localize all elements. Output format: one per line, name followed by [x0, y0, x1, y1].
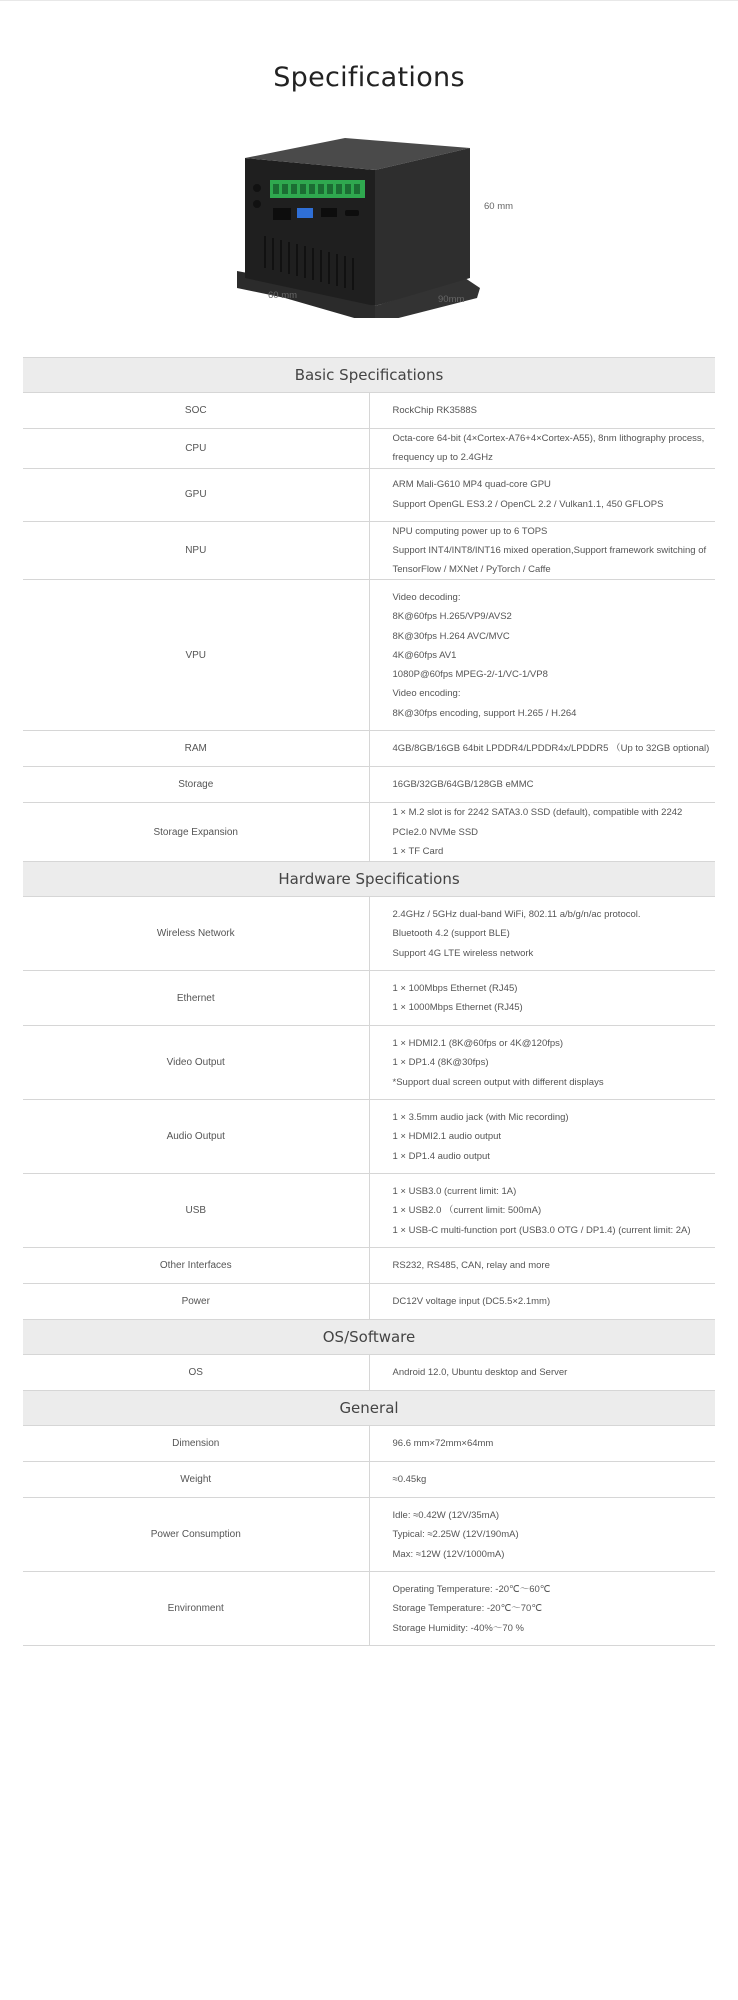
spec-value-line: 8K@30fps H.264 AVC/MVC	[392, 630, 510, 642]
spec-value	[369, 1572, 715, 1646]
spec-row	[23, 1498, 715, 1572]
spec-value	[369, 1248, 715, 1284]
spec-label: Storage	[23, 767, 369, 803]
spec-value-line: Support OpenGL ES3.2 / OpenCL 2.2 / Vulkan1.1, 450 GFLOPS	[392, 498, 664, 510]
spec-value-line: 1 × USB-C multi-function port (USB3.0 OTG / DP1.4) (current limit: 2A)	[392, 1224, 691, 1236]
spec-row	[23, 1284, 715, 1320]
spec-value-line: 1 × HDMI2.1 audio output	[392, 1131, 502, 1143]
spec-row	[23, 731, 715, 767]
spec-value-line: *Support dual screen output with different displays	[392, 1076, 604, 1088]
spec-row	[23, 971, 715, 1026]
spec-value-line: 1 × TF Card	[392, 846, 444, 858]
spec-value-line: Max: ≈12W (12V/1000mA)	[392, 1548, 505, 1560]
spec-value-line: 1 × 1000Mbps Ethernet (RJ45)	[392, 1002, 523, 1014]
spec-value-line: Bluetooth 4.2 (support BLE)	[392, 928, 510, 940]
spec-row	[23, 1572, 715, 1646]
spec-row	[23, 1174, 715, 1248]
height-label: 60 mm	[484, 201, 514, 212]
spec-row	[23, 1026, 715, 1100]
spec-value-line: DC12V voltage input (DC5.5×2.1mm)	[392, 1296, 551, 1308]
spec-label: Environment	[23, 1572, 369, 1646]
spec-value	[369, 897, 715, 971]
spec-row	[23, 767, 715, 803]
spec-label: Video Output	[23, 1026, 369, 1100]
spec-row	[23, 803, 715, 862]
spec-value-line: RS232, RS485, CAN, relay and more	[392, 1260, 550, 1272]
spec-value	[369, 1284, 715, 1320]
spec-row	[23, 1355, 715, 1391]
spec-label: USB	[23, 1174, 369, 1248]
section-heading: General	[23, 1391, 715, 1426]
spec-row	[23, 468, 715, 521]
spec-label: Power Consumption	[23, 1498, 369, 1572]
spec-value-line: 1 × 100Mbps Ethernet (RJ45)	[392, 983, 518, 995]
spec-row	[23, 429, 715, 469]
spec-label: NPU	[23, 521, 369, 580]
spec-value-line: Support 4G LTE wireless network	[392, 947, 534, 959]
spec-value-line: Idle: ≈0.42W (12V/35mA)	[392, 1509, 500, 1521]
spec-value-line: ARM Mali-G610 MP4 quad-core GPU	[392, 479, 551, 491]
spec-label: CPU	[23, 429, 369, 469]
spec-value	[369, 468, 715, 521]
spec-label: VPU	[23, 580, 369, 731]
spec-value-line: ≈0.45kg	[392, 1474, 427, 1486]
spec-value	[369, 393, 715, 429]
spec-value-line: 8K@30fps encoding, support H.265 / H.264	[392, 707, 577, 719]
spec-label: Weight	[23, 1462, 369, 1498]
spec-value	[369, 1100, 715, 1174]
spec-value-line: 1080P@60fps MPEG-2/-1/VC-1/VP8	[392, 669, 548, 681]
spec-value-line: Android 12.0, Ubuntu desktop and Server	[392, 1367, 568, 1379]
spec-label: GPU	[23, 468, 369, 521]
spec-value	[369, 1026, 715, 1100]
width-label: 60 mm	[268, 290, 298, 301]
spec-value	[369, 1498, 715, 1572]
spec-value	[369, 767, 715, 803]
spec-label: RAM	[23, 731, 369, 767]
spec-row	[23, 1100, 715, 1174]
spec-value-line: 1 × USB2.0 （current limit: 500mA)	[392, 1205, 542, 1217]
spec-row	[23, 1248, 715, 1284]
spec-label: Audio Output	[23, 1100, 369, 1174]
spec-value-line: NPU computing power up to 6 TOPS	[392, 525, 548, 537]
spec-value-line: Octa-core 64-bit (4×Cortex-A76+4×Cortex-A55), 8nm lithography process, frequency up to 2.4GHz	[392, 433, 705, 464]
spec-value	[369, 731, 715, 767]
spec-value	[369, 971, 715, 1026]
page-title: Specifications	[273, 62, 465, 93]
spec-value-line: 16GB/32GB/64GB/128GB eMMC	[392, 779, 534, 791]
spec-row	[23, 521, 715, 580]
spec-value-line: 1 × 3.5mm audio jack (with Mic recording)	[392, 1111, 569, 1123]
section-heading: Hardware Specifications	[23, 862, 715, 897]
spec-row	[23, 580, 715, 731]
spec-value-line: 4K@60fps AV1	[392, 649, 457, 661]
spec-value-line: 96.6 mm×72mm×64mm	[392, 1438, 494, 1450]
spec-row	[23, 393, 715, 429]
spec-row	[23, 1426, 715, 1462]
spec-value-line: RockChip RK3588S	[392, 404, 477, 416]
spec-value	[369, 580, 715, 731]
depth-label: 90mm	[438, 294, 465, 305]
spec-value-line: 2.4GHz / 5GHz dual-band WiFi, 802.11 a/b/g/n/ac protocol.	[392, 908, 641, 920]
spec-label: Dimension	[23, 1426, 369, 1462]
spec-value	[369, 1174, 715, 1248]
top-divider	[0, 0, 738, 1]
spec-value-line: 8K@60fps H.265/VP9/AVS2	[392, 611, 512, 623]
spec-value-line: Video decoding:	[392, 591, 461, 603]
spec-value-line: 1 × M.2 slot is for 2242 SATA3.0 SSD (default), compatible with 2242 PCIe2.0 NVMe SSD	[392, 807, 683, 838]
section-heading: OS/Software	[23, 1320, 715, 1355]
spec-label: SOC	[23, 393, 369, 429]
spec-value	[369, 521, 715, 580]
spec-value	[369, 1462, 715, 1498]
spec-value	[369, 429, 715, 469]
spec-label: Wireless Network	[23, 897, 369, 971]
spec-value-line: Video encoding:	[392, 688, 461, 700]
spec-table	[23, 357, 715, 1646]
spec-value	[369, 1426, 715, 1462]
section-header	[23, 1391, 715, 1426]
spec-label: Storage Expansion	[23, 803, 369, 862]
section-header	[23, 1320, 715, 1355]
spec-label: OS	[23, 1355, 369, 1391]
spec-value-line: 1 × DP1.4 (8K@30fps)	[392, 1057, 489, 1069]
section-heading: Basic Specifications	[23, 358, 715, 393]
spec-value-line: Storage Humidity: -40%～70 %	[392, 1622, 524, 1634]
spec-value-line: Storage Temperature: -20℃～70℃	[392, 1603, 542, 1615]
spec-value-line: Operating Temperature: -20℃～60℃	[392, 1583, 551, 1595]
section-header	[23, 358, 715, 393]
spec-value-line: Typical: ≈2.25W (12V/190mA)	[392, 1529, 519, 1541]
spec-value-line: 1 × HDMI2.1 (8K@60fps or 4K@120fps)	[392, 1037, 564, 1049]
spec-value	[369, 803, 715, 862]
spec-label: Power	[23, 1284, 369, 1320]
spec-row	[23, 897, 715, 971]
spec-value-line: 1 × DP1.4 audio output	[392, 1150, 490, 1162]
spec-value-line: Support INT4/INT8/INT16 mixed operation,Support framework switching of TensorFlow / MXNet / PyTorch / Caffe	[392, 544, 707, 576]
section-header	[23, 862, 715, 897]
spec-value-line: 1 × USB3.0 (current limit: 1A)	[392, 1185, 517, 1197]
spec-value	[369, 1355, 715, 1391]
spec-label: Other Interfaces	[23, 1248, 369, 1284]
spec-label: Ethernet	[23, 971, 369, 1026]
spec-row	[23, 1462, 715, 1498]
spec-value-line: 4GB/8GB/16GB 64bit LPDDR4/LPDDR4x/LPDDR5 （Up to 32GB optional)	[392, 743, 710, 755]
